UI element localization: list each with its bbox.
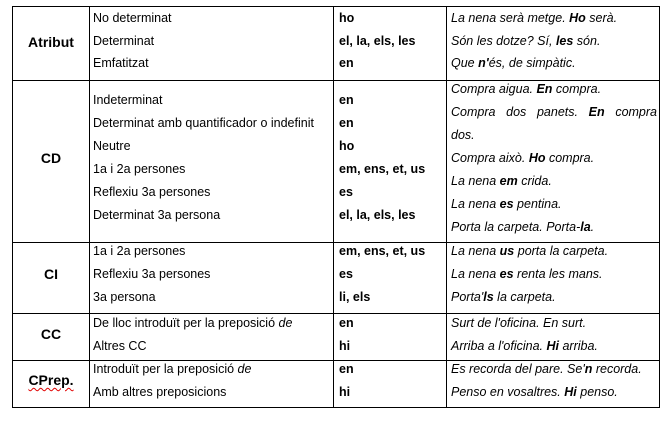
column-divider [89, 6, 90, 408]
pronoun: en [339, 316, 354, 330]
row-divider [12, 313, 660, 314]
column-divider [446, 6, 447, 408]
section-header-cprep: CPrep. [28, 372, 74, 388]
pronoun: en [339, 116, 354, 130]
example: Porta'ls la carpeta. [451, 290, 556, 304]
pronoun: el, la, els, les [339, 34, 416, 48]
pronoun: es [339, 267, 353, 281]
example: Porta la carpeta. Porta-la. [451, 220, 595, 234]
pronoun: li, els [339, 290, 371, 304]
function-type: Reflexiu 3a persones [93, 267, 211, 281]
table-border-bottom [12, 407, 660, 408]
example: La nena es renta les mans. [451, 267, 603, 281]
section-header-cc: CC [40, 326, 62, 342]
function-type: De lloc introduït per la preposició de [93, 316, 293, 330]
example: Compra aigua. En compra. [451, 82, 602, 96]
pronoun: em, ens, et, us [339, 244, 426, 258]
example: Compra això. Ho compra. [451, 151, 595, 165]
pronoun: hi [339, 339, 351, 353]
example: Són les dotze? Sí, les són. [451, 34, 601, 48]
function-type: Neutre [93, 139, 131, 153]
table-border-left [12, 6, 13, 408]
example: La nena es pentina. [451, 197, 562, 211]
function-type: Indeterminat [93, 93, 163, 107]
function-type: Introduït per la preposició de [93, 362, 252, 376]
column-divider [333, 6, 334, 408]
table-border-top [12, 6, 660, 7]
example: La nena em crida. [451, 174, 552, 188]
function-type: Determinat 3a persona [93, 208, 221, 222]
section-header-atribut: Atribut [28, 34, 74, 50]
table-border-right [659, 6, 660, 408]
row-divider [12, 242, 660, 243]
pronoun: em, ens, et, us [339, 162, 426, 176]
function-type: Amb altres preposicions [93, 385, 227, 399]
example: Es recorda del pare. Se'n recorda. [451, 362, 642, 376]
function-type: Altres CC [93, 339, 147, 353]
function-type: Determinat amb quantificador o indefinit [93, 116, 314, 130]
example: Arriba a l'oficina. Hi arriba. [451, 339, 598, 353]
function-type: No determinat [93, 11, 172, 25]
function-type: Emfatitzat [93, 56, 149, 70]
function-type: 1a i 2a persones [93, 244, 186, 258]
pronoun: el, la, els, les [339, 208, 416, 222]
function-type: 1a i 2a persones [93, 162, 186, 176]
function-type: 3a persona [93, 290, 156, 304]
pronoun: es [339, 185, 353, 199]
pronoun: ho [339, 139, 355, 153]
example: Que n'és, de simpàtic. [451, 56, 576, 70]
example: Compra dos panets. En compra [451, 105, 657, 119]
example-continuation: dos. [451, 128, 475, 142]
row-divider [12, 80, 660, 81]
pronoun: hi [339, 385, 351, 399]
section-header-cd: CD [40, 150, 62, 166]
example: Penso en vosaltres. Hi penso. [451, 385, 618, 399]
row-divider [12, 360, 660, 361]
example: La nena us porta la carpeta. [451, 244, 609, 258]
example: Surt de l'oficina. En surt. [451, 316, 587, 330]
section-header-ci: CI [44, 266, 58, 282]
pronoun: en [339, 93, 354, 107]
pronoun: ho [339, 11, 355, 25]
example: La nena serà metge. Ho serà. [451, 11, 618, 25]
pronoun: en [339, 362, 354, 376]
function-type: Reflexiu 3a persones [93, 185, 211, 199]
pronoun: en [339, 56, 354, 70]
function-type: Determinat [93, 34, 155, 48]
